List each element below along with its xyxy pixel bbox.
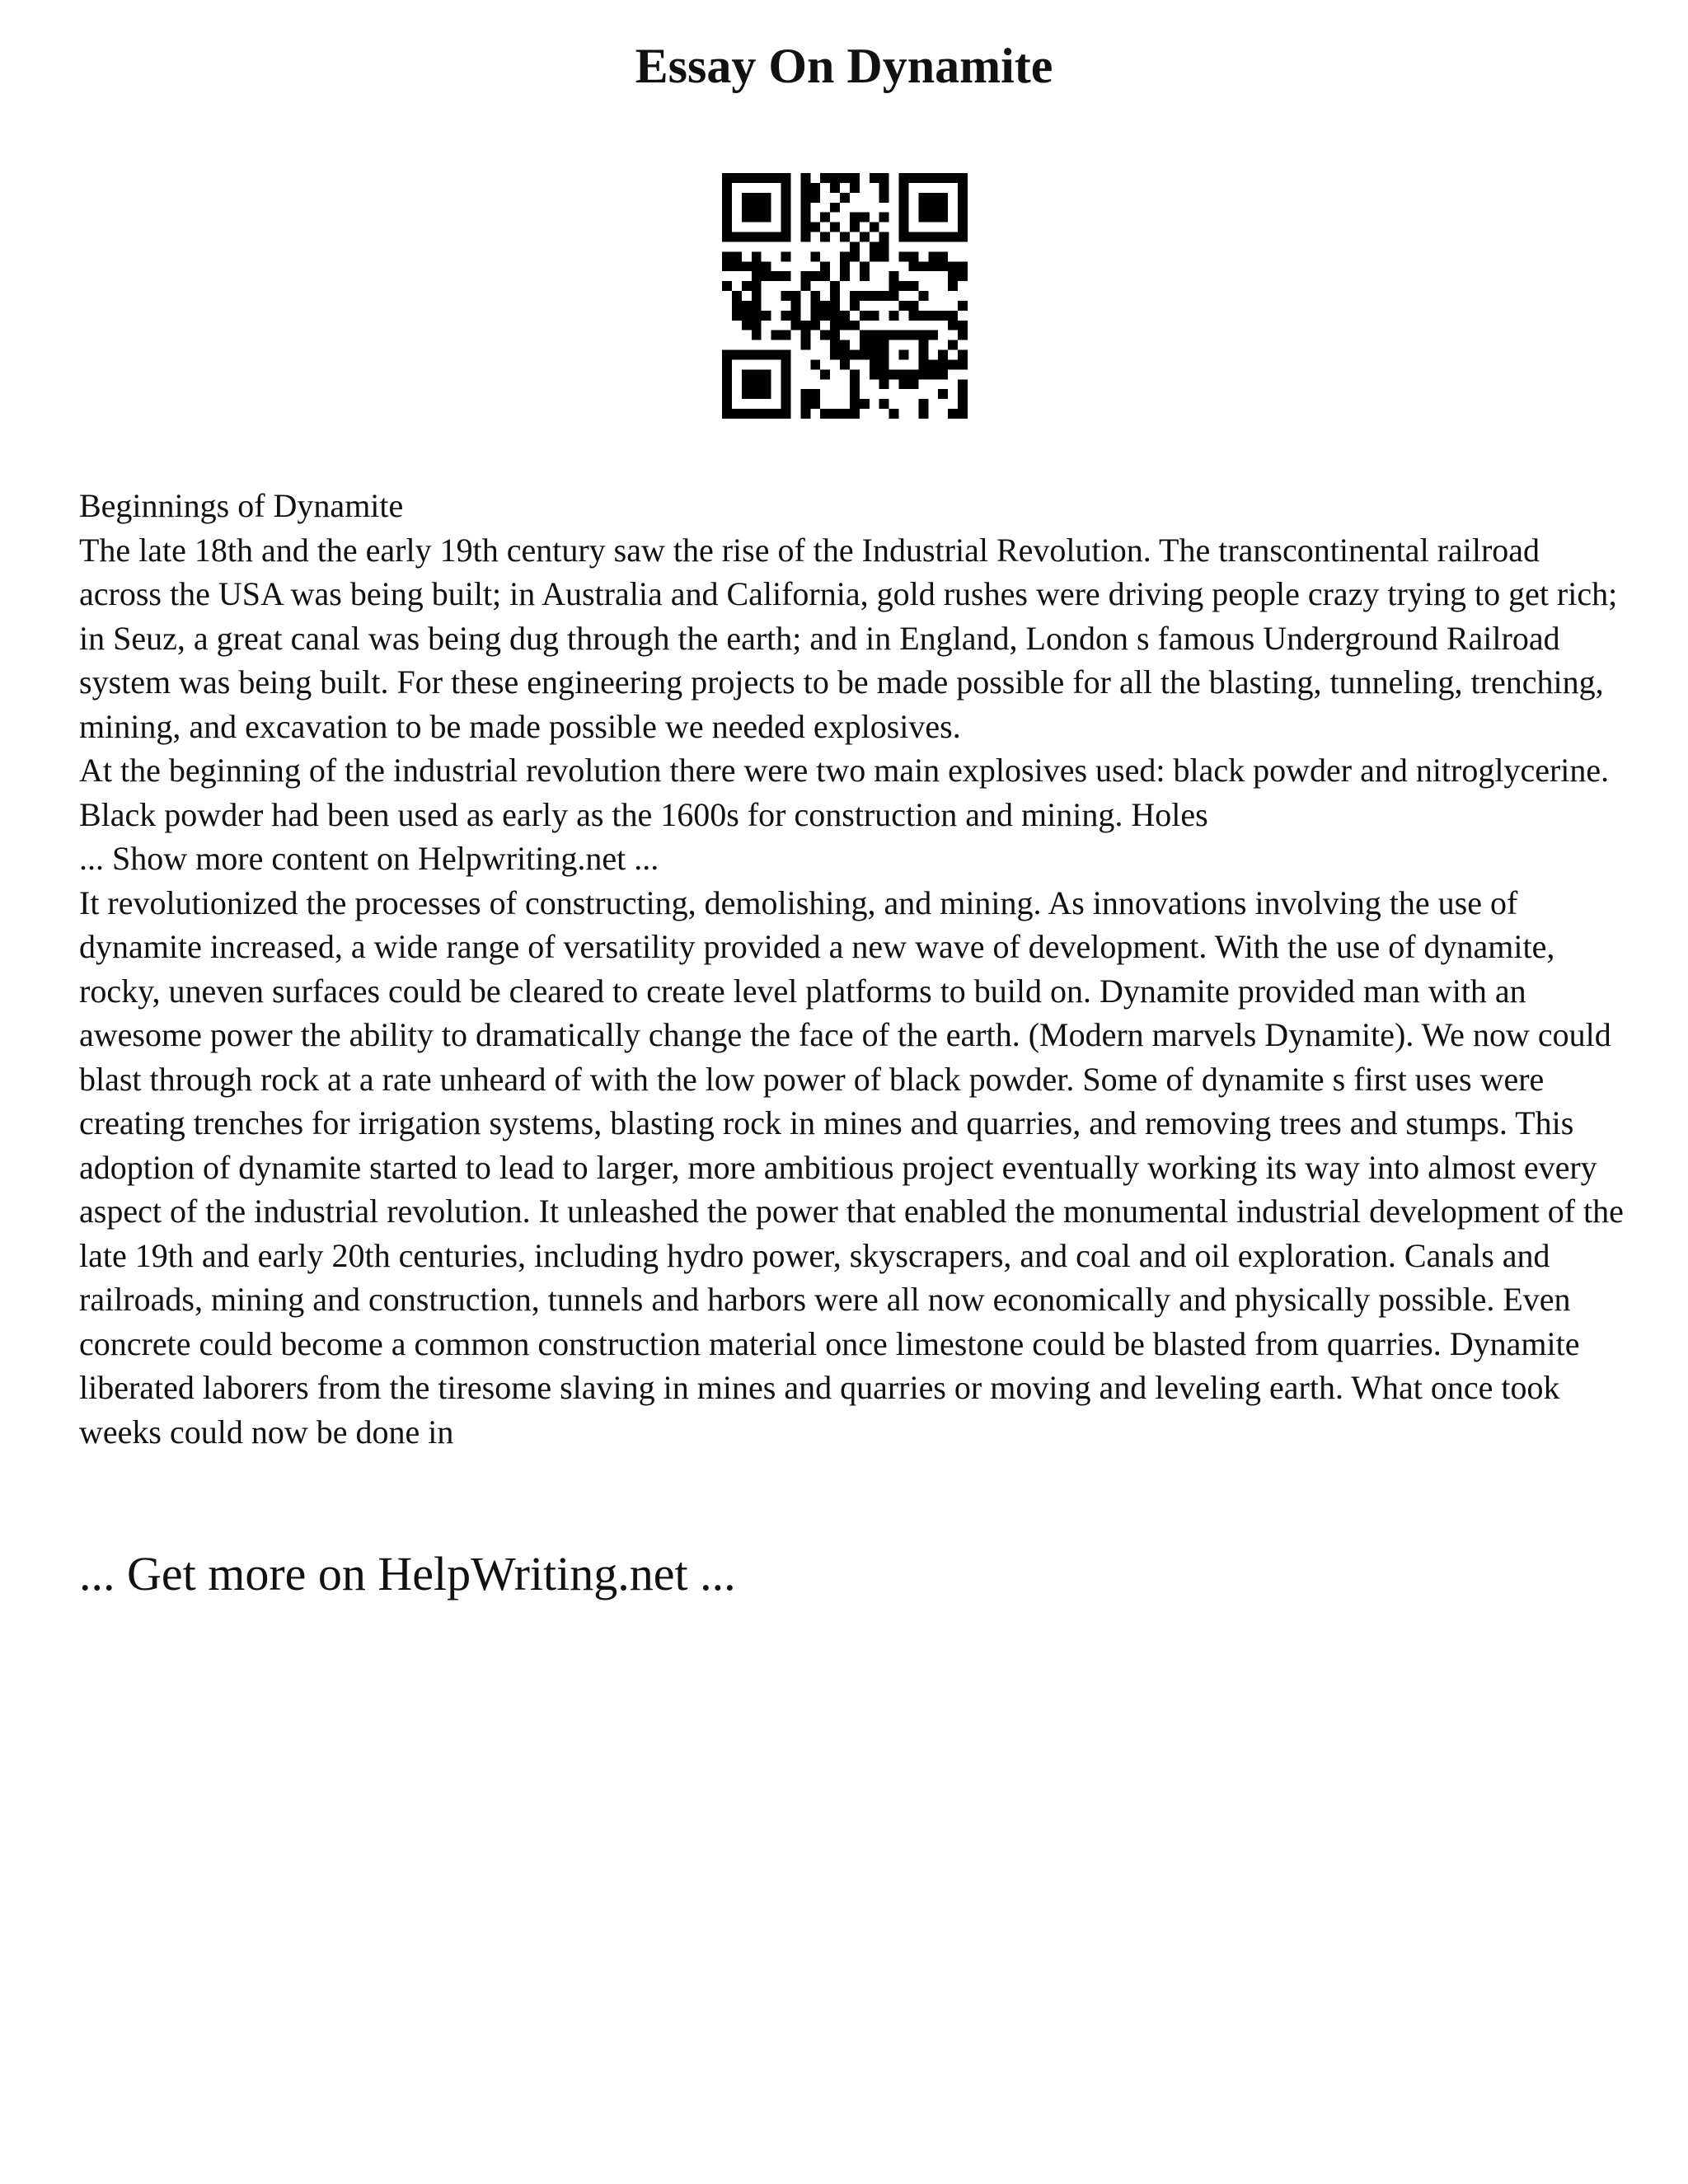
qr-code-image <box>722 173 968 419</box>
paragraph-impact: It revolutionized the processes of constructing, demolishing, and mining. As innovations involving the use of dynamite increased, a wide range of versatility provided a new wave of development. With the use of dynamite, rocky, uneven surfaces could be cleared to create level platforms to build on. Dynamite provided man with an awesome power the ability to dramatically change the face of the earth. (Modern marvels Dynamite). We now could blast through rock at a rate unheard of with the low power of black powder. Some of dynamite s first uses were creating trenches for irrigation systems, blasting rock in mines and quarries, and removing trees and stumps. This adoption of dynamite started to lead to larger, more ambitious project eventually working its way into almost every aspect of the industrial revolution. It unleashed the power that enabled the monumental industrial development of the late 19th and early 20th centuries, including hydro power, skyscrapers, and coal and oil exploration. Canals and railroads, mining and construction, tunnels and harbors were all now economically and physically possible. Even concrete could become a common construction material once limestone could be blasted from quarries. Dynamite liberated laborers from the tiresome slaving in mines and quarries or moving and leveling earth. What once took weeks could now be done in <box>79 883 1624 1451</box>
qr-code <box>722 173 968 419</box>
paragraph-explosives: At the beginning of the industrial revolution there were two main explosives used: black powder and nitroglycerine. Black powder had been used as early as the 1600s for construction and mining. Holes <box>79 752 1610 833</box>
essay-heading: Beginnings of Dynamite <box>79 487 404 524</box>
essay-body <box>79 484 1629 1454</box>
paragraph-intro: The late 18th and the early 19th century saw the rise of the Industrial Revolution. The transcontinental railroad across the USA was being built; in Australia and California, gold rushes were driving people crazy trying to get rich; in Seuz, a great canal was being dug through the earth; and in England, London s famous Underground Railroad system was being built. For these engineering projects to be made possible for all the blasting, tunneling, trenching, mining, and excavation to be made possible we needed explosives. <box>79 531 1618 745</box>
get-more-link[interactable]: ... Get more on HelpWriting.net ... <box>79 1547 736 1601</box>
document-title: Essay On Dynamite <box>635 39 1053 93</box>
show-more-link[interactable]: ... Show more content on Helpwriting.net ... <box>79 840 659 877</box>
